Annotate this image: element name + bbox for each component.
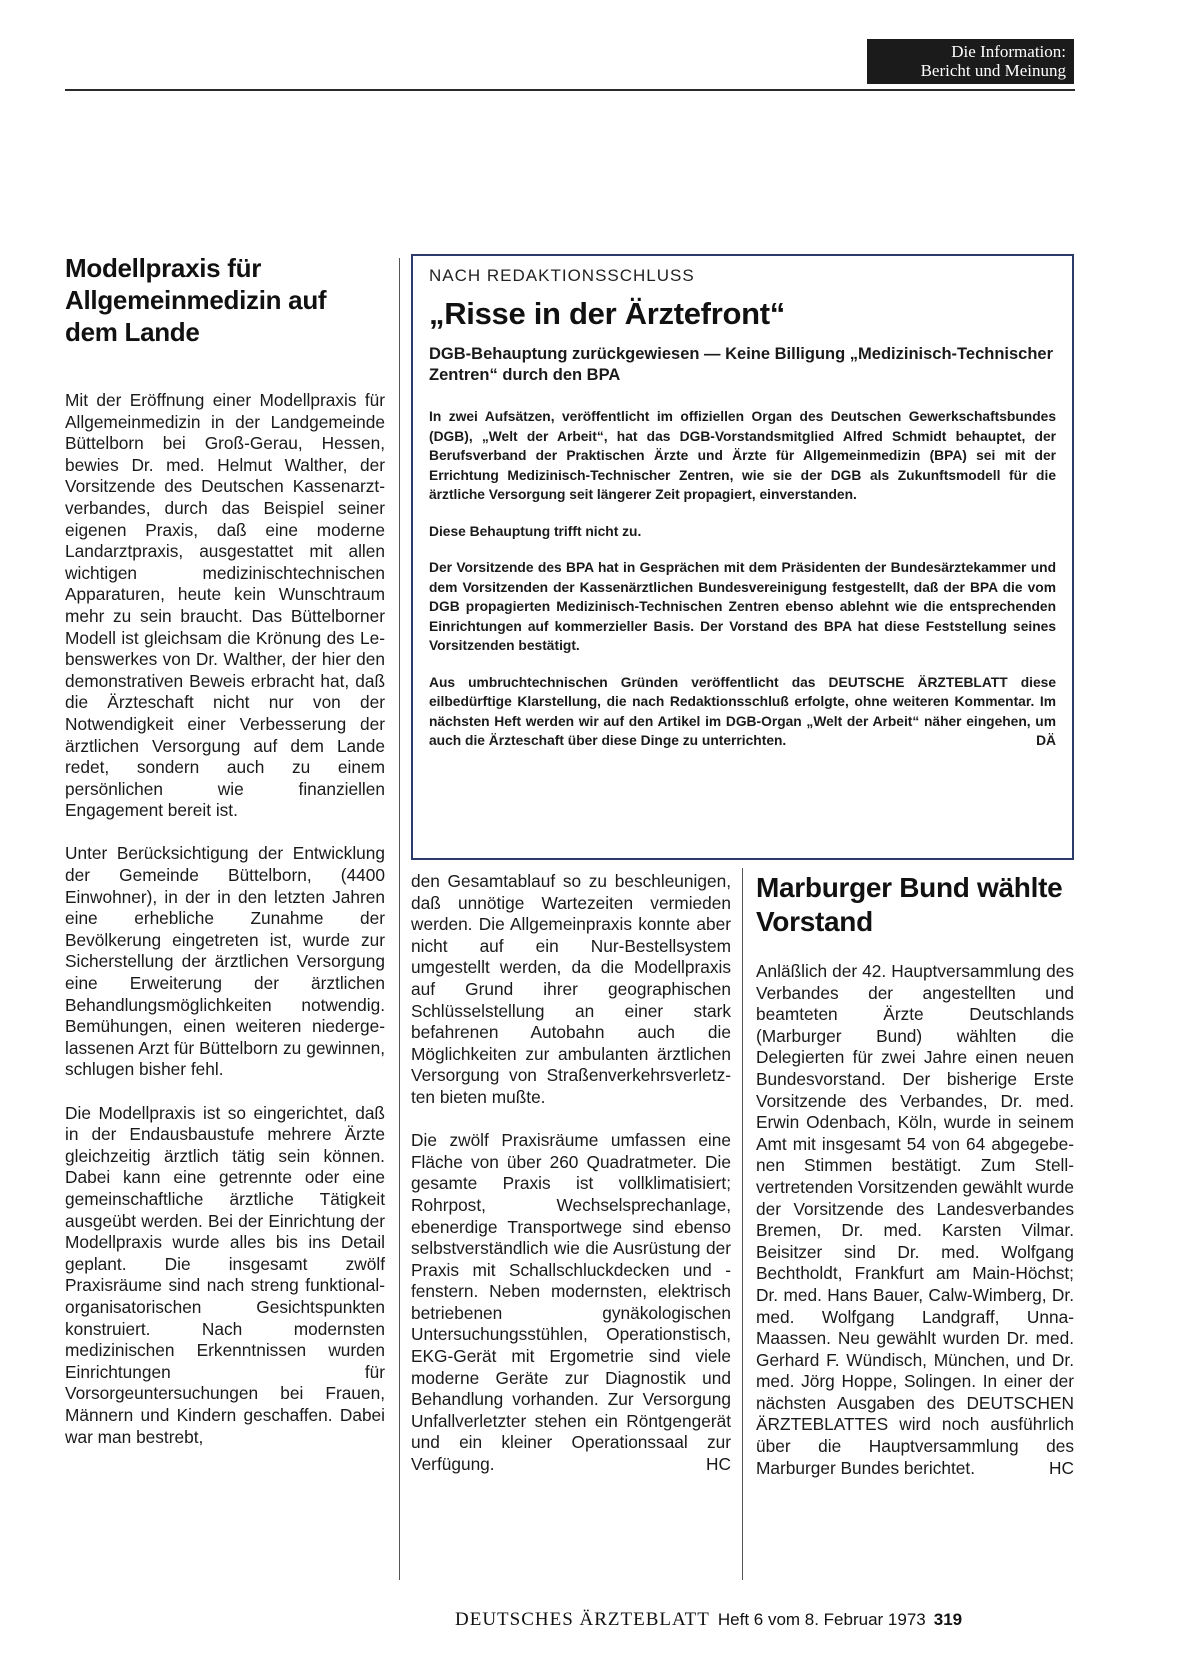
page-number: 319 xyxy=(933,1610,963,1629)
late-news-box xyxy=(411,254,1074,860)
section-tag-line1: Die Information: xyxy=(951,42,1066,61)
box-paragraph-text: Aus umbruchtechnischen Gründen veröffentlicht das DEUTSCHE ÄRZTEBLATT diese eilbedürftige Klarstellung, die nach Redaktionsschluß erfolgte, ohne weiteren Kommentar. Im nächsten Heft werden wir auf den Artikel im DGB-Organ „Welt der Arbeit“ näher eingehen, um auch die Ärzteschaft über diese Dinge zu unterrichten. xyxy=(429,674,1056,748)
column-rule xyxy=(399,258,400,1580)
page-footer xyxy=(455,1609,962,1631)
article-paragraph: Unter Berücksichtigung der Entwicklung der Gemeinde Büttelborn, (4400 Einwohner), in der in den letzten Jahren eine erhebliche Zunahme der Bevölkerung eingetreten ist, wurde zur Sicherstellung der ärztlichen Versorgung eine Erweiterung der ärztlichen Behandlungsmöglichkeiten notwendig. Bemühungen, einen weiteren niedergelassenen Arzt für Büttelborn zu gewinnen, schlugen bisher fehl. xyxy=(65,843,385,1080)
box-paragraph: Der Vorsitzende des BPA hat in Gesprächen mit dem Präsidenten der Bundesärztekammer und dem Vorsitzenden der Kassenärztlichen Bundesvereinigung festgestellt, daß der BPA die vom DGB propagierten Medizinisch-Technischen Zentren ebenso ablehnt wie die entsprechenden Einrichtungen auf kommerzieller Basis. Der Vorstand des BPA hat diese Feststellung seines Vorsitzenden bestätigt. xyxy=(429,560,1056,653)
article-marburger-bund xyxy=(756,871,1074,1479)
section-tag-line2: Bericht und Meinung xyxy=(920,61,1066,80)
column-rule xyxy=(742,868,743,1580)
article-paragraph: Die Modellpraxis ist so eingerichtet, daß in der Endausbaustufe mehrere Ärzte gleichzeitig ärztlich tätig sein können. Dabei kann eine getrennte oder eine gemeinschaftliche ärztliche Tätigkeit ausgeübt werden. Bei der Einrichtung der Modellpraxis wurde alles bis ins Detail geplant. Die insgesamt zwölf Praxisräume sind nach streng funktional-organisatorischen Gesichtspunkten konstruiert. Nach modernsten medizinischen Erkenntnissen wurden Einrichtungen für Vorsorgeuntersuchungen bei Frauen, Männern und Kindern geschaffen. Dabei war man bestrebt, xyxy=(65,1102,385,1447)
box-title: „Risse in der Ärztefront“ xyxy=(429,296,785,331)
issue-info: Heft 6 vom 8. Februar 1973 xyxy=(717,1610,926,1629)
box-paragraph: Diese Behauptung trifft nicht zu. xyxy=(429,523,642,539)
article-paragraph: den Gesamtablauf so zu beschleunigen, daß unnötige Wartezeiten vermieden werden. Die Allgemeinpraxis konnte aber nicht auf ein Nur-Bestellsystem umgestellt werden, da die Modellpraxis auf Grund ihrer geographischen Schlüsselstellung an einer stark befahrenen Autobahn auch die Möglichkeiten zur ambulanten ärztlichen Versorgung von Straßenverkehrsverletzten bieten mußte. xyxy=(411,871,731,1107)
header-rule xyxy=(65,89,1075,91)
article-modellpraxis-title: Modellpraxis für Allgemeinmedizin auf dem Lande xyxy=(65,253,327,347)
article-modellpraxis-continued xyxy=(411,871,731,1476)
publication-name: DEUTSCHES ÄRZTEBLATT xyxy=(455,1609,710,1630)
box-paragraph-last xyxy=(429,673,1056,751)
box-kicker: NACH REDAKTIONSSCHLUSS xyxy=(429,266,695,285)
article-paragraph: Mit der Eröffnung einer Modellpraxis für Allgemeinmedizin in der Landgemeinde Büttelborn bei Groß-Gerau, Hessen, bewies Dr. med. Helmut Walther, der Vorsitzende des Deutschen Kassenarztverbandes, durch das Beispiel seiner eigenen Praxis, daß eine moderne Landarztpraxis, ausgestattet mit allen wichtigen medizinischtechnischen Apparaturen, heute kein Wunschtraum mehr zu sein braucht. Das Büttelborner Modell ist gleichsam die Krönung des Lebenswerkes von Dr. Walther, der hier den demonstrativen Beweis erbracht hat, daß die Ärzteschaft nicht nur von der Notwendigkeit einer Verbesserung der ärztlichen Versorgung auf dem Lande redet, sondern auch zu einem persönlichen wie finanziellen Engagement bereit ist. xyxy=(65,390,385,821)
box-paragraph: In zwei Aufsätzen, veröffentlicht im offiziellen Organ des Deutschen Gewerkschaftsbundes (DGB), „Welt der Arbeit“, hat das DGB-Vorstandsmitglied Alfred Schmidt behauptet, der Berufsverband der Praktischen Ärzte und Ärzte für Allgemeinmedizin (BPA) sei mit der Errichtung Medizinisch-Technischer Zentren, wie sie der DGB als Zukunftsmodell für die ärztliche Versorgung seit längerer Zeit propagiert, einverstanden. xyxy=(429,409,1056,502)
article-marburger-bund-title: Marburger Bund wählte Vorstand xyxy=(756,872,1063,937)
article-paragraph-last xyxy=(756,961,1074,1479)
article-paragraph-text: Anläßlich der 42. Hauptversammlung des Verbandes der angestellten und beamteten Ärzte Deutschlands (Marburger Bund) wählten die Delegierten für zwei Jahre einen neuen Bundesvorstand. Der bisherige Erste Vorsitzende des Verbandes, Dr. med. Erwin Odenbach, Köln, wurde in seinem Amt mit insgesamt 54 von 64 abgegebenen Stimmen bestätigt. Zum Stellvertretenden Vorsitzenden gewählt wurde der Vorsitzende des Landesverbandes Bremen, Dr. med. Karsten Vilmar. Beisitzer sind Dr. med. Wolfgang Bechtholdt, Frankfurt am Main-Höchst; Dr. med. Hans Bauer, Calw-Wimberg, Dr. med. Wolfgang Landgraff, Unna-Maassen. Neu gewählt wurden Dr. med. Gerhard F. Wündisch, München, und Dr. med. Jörg Hoppe, Solingen. In einer der nächsten Ausgaben des DEUTSCHEN ÄRZTEBLATTES wird noch ausführlich über die Hauptversammlung des Marburger Bundes berichtet. xyxy=(756,961,1074,1478)
article-paragraph-text: Die zwölf Praxisräume umfassen eine Fläche von über 260 Quadratmeter. Die gesamte Praxis ist vollklimatisiert; Rohrpost, Wechselsprechanlage, ebenerdige Transportwege sind ebenso selbstverständlich wie die Ausrüstung der Praxis mit Schallschluckdecken und -fenstern. Neben modernsten, elektrisch betriebenen gynäkologischen Untersuchungsstühlen, Operationstisch, EKG-Gerät mit Ergometrie sind viele moderne Geräte zur Diagnostik und Behandlung vorhanden. Zur Versorgung Unfallverletzter stehen ein Röntgengerät und ein kleiner Operationssaal zur Verfügung. xyxy=(411,1130,731,1475)
article-signature: HC xyxy=(706,1454,731,1475)
article-signature: HC xyxy=(1049,1457,1074,1478)
box-subtitle: DGB-Behauptung zurückgewiesen — Keine Billigung „Medizinisch-Technischer Zentren“ durch den BPA xyxy=(429,345,1054,384)
article-paragraph-last xyxy=(411,1130,731,1476)
section-tag xyxy=(867,39,1074,84)
box-signature: DÄ xyxy=(1036,733,1056,748)
article-modellpraxis xyxy=(65,252,385,1448)
